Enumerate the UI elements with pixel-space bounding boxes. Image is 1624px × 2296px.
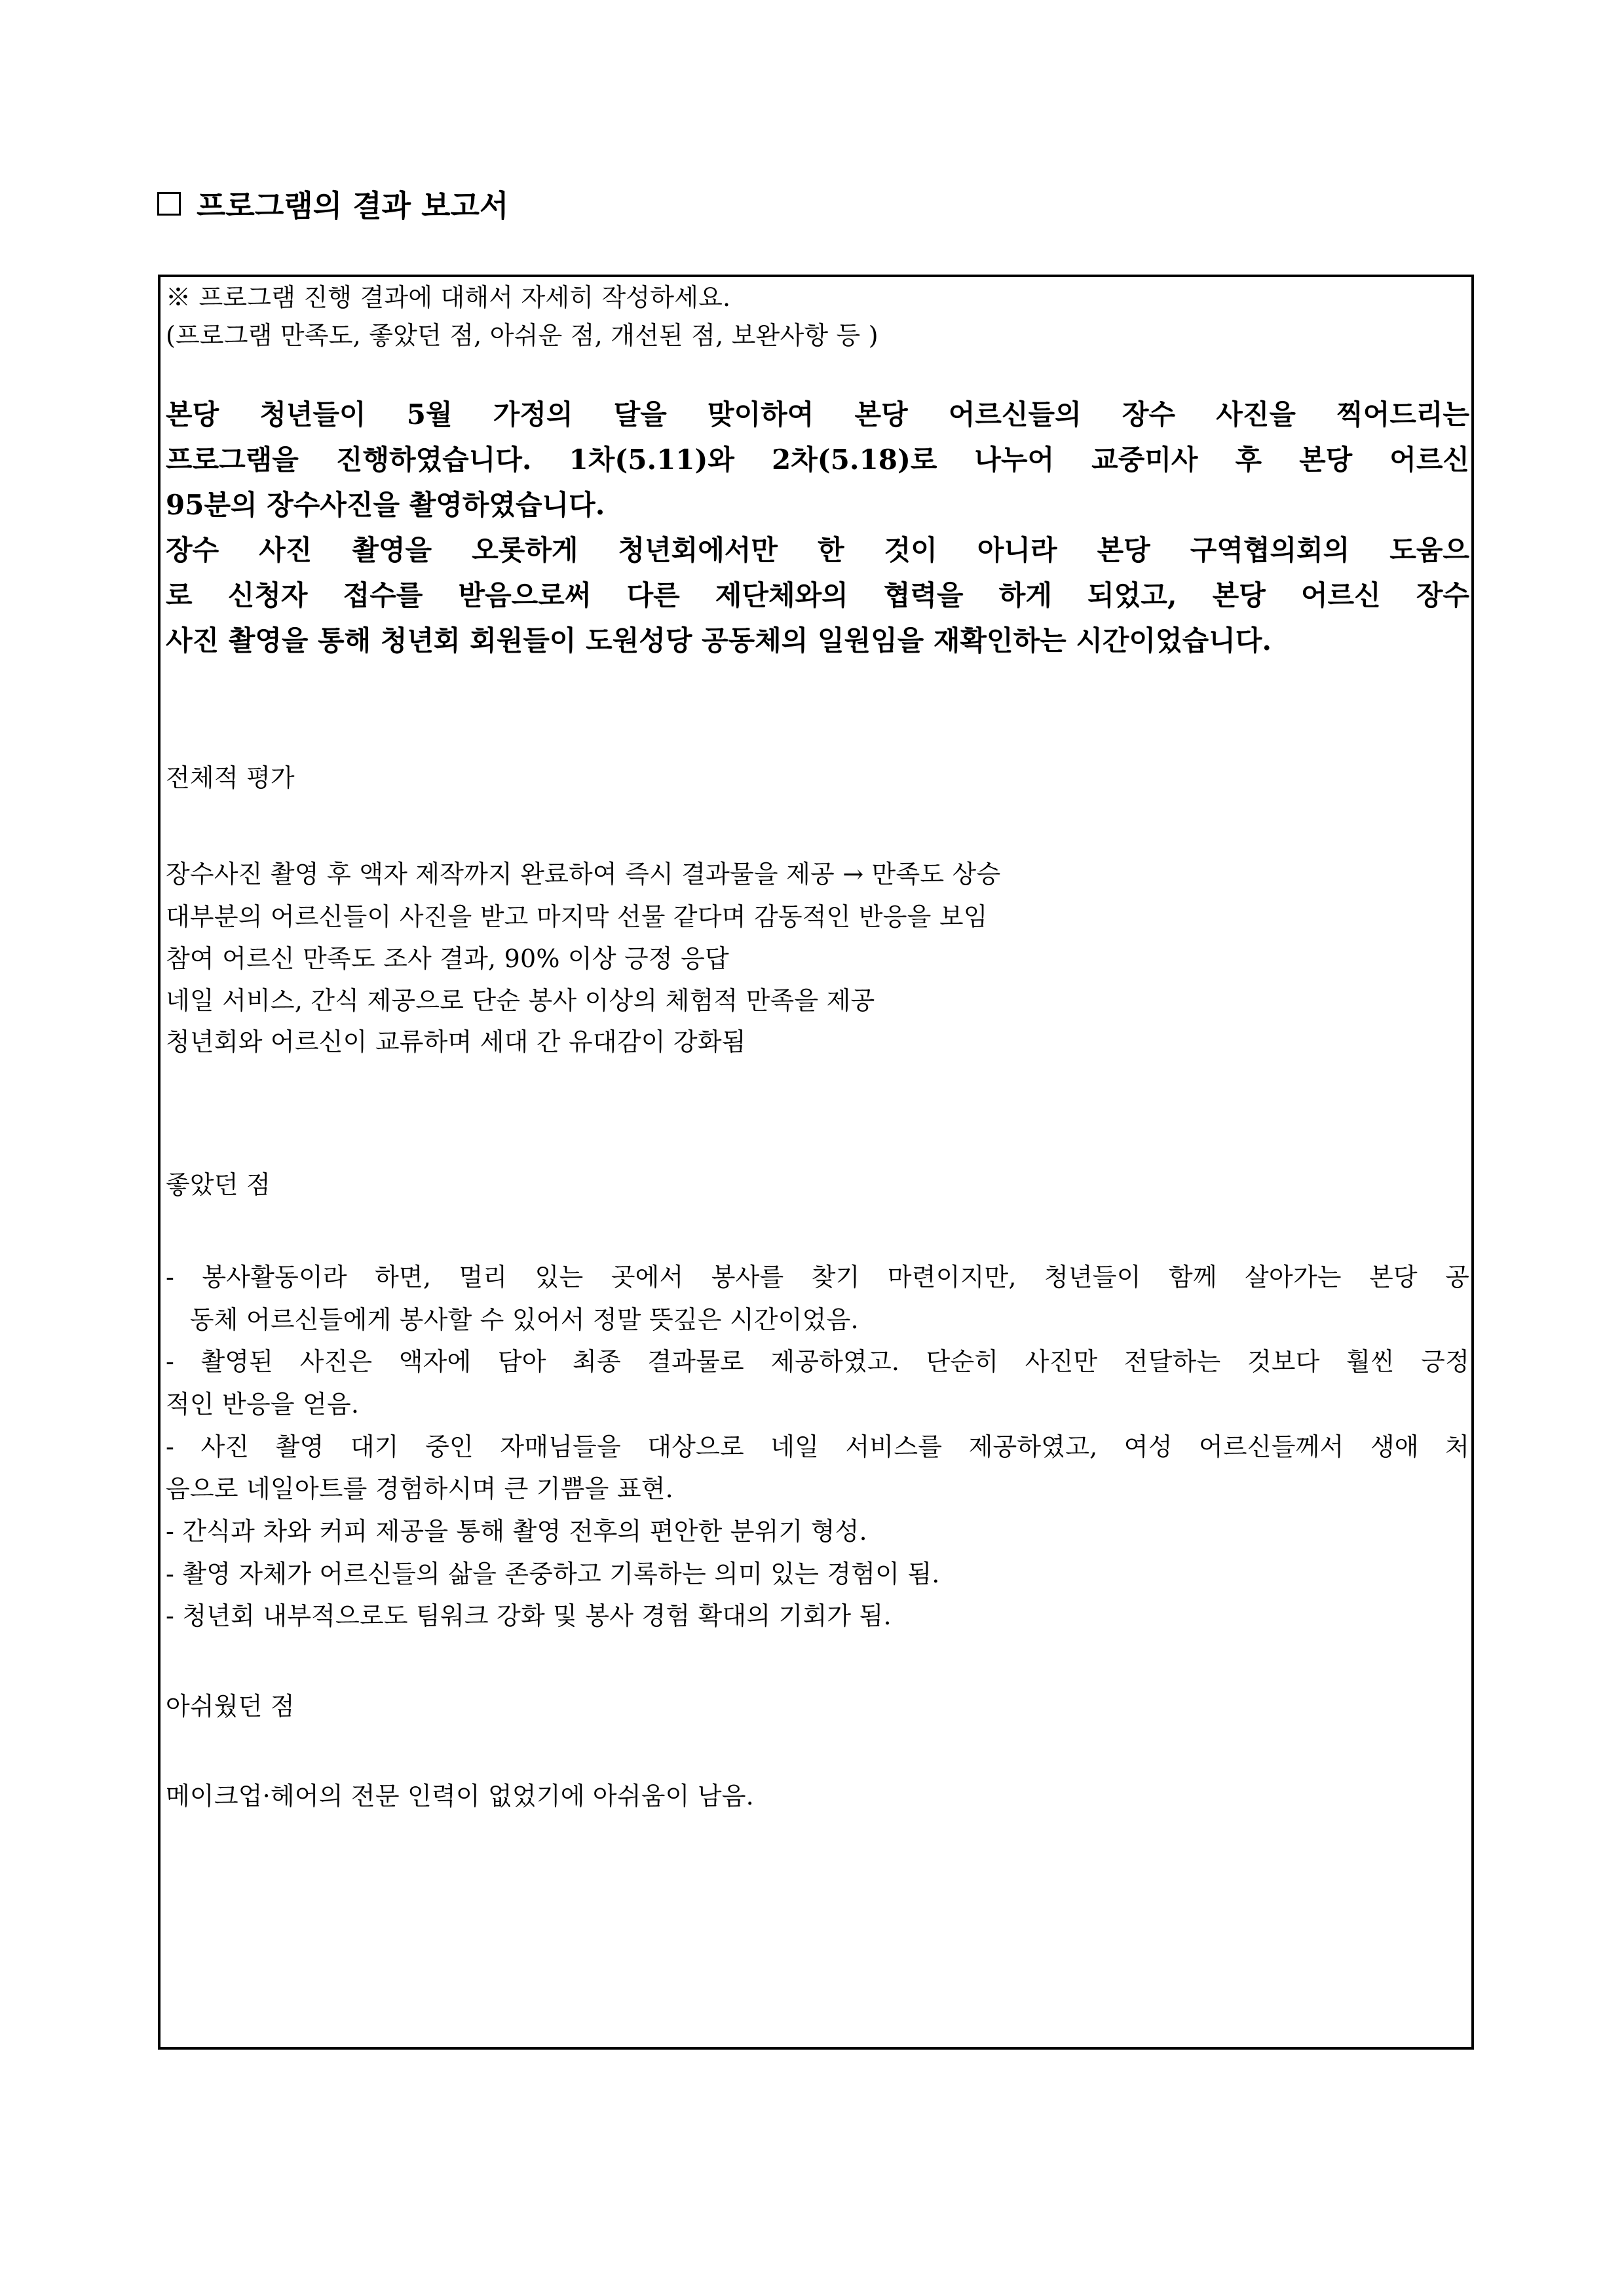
report-title: 프로그램의 결과 보고서	[197, 188, 509, 223]
overall-item: 청년회와 어르신이 교류하며 세대 간 유대감이 강화됨	[166, 1027, 746, 1056]
summary-line: 95분의 장수사진을 촬영하였습니다.	[166, 489, 605, 521]
good-point-line: - 간식과 차와 커피 제공을 통해 촬영 전후의 편안한 분위기 형성.	[166, 1517, 867, 1546]
section-title-overall: 전체적 평가	[166, 763, 295, 792]
summary-line: 사진 촬영을 통해 청년회 회원들이 도원성당 공동체의 일원임을 재확인하는 시간이었습니다.	[166, 624, 1272, 657]
overall-item: 참여 어르신 만족도 조사 결과, 90% 이상 긍정 응답	[166, 944, 729, 973]
good-point-line: - 사진 촬영 대기 중인 자매님들을 대상으로 네일 서비스를 제공하였고, 여성 어르신들께서 생애 처	[166, 1432, 1469, 1461]
good-point-line: 적인 반응을 얻음.	[166, 1390, 360, 1419]
good-point-line: - 청년회 내부적으로도 팀워크 강화 및 봉사 경험 확대의 기회가 됨.	[166, 1601, 892, 1630]
good-point-line: - 봉사활동이라 하면, 멀리 있는 곳에서 봉사를 찾기 마련이지만, 청년들이 함께 살아가는 본당 공	[166, 1263, 1469, 1292]
overall-item: 장수사진 촬영 후 액자 제작까지 완료하여 즉시 결과물을 제공 → 만족도 상승	[166, 860, 1001, 889]
summary-line: 프로그램을 진행하였습니다. 1차(5.11)와 2차(5.18)로 나누어 교중미사 후 본당 어르신	[166, 444, 1469, 476]
good-point-line: - 촬영 자체가 어르신들의 삶을 존중하고 기록하는 의미 있는 경험이 됨.	[166, 1559, 940, 1588]
instruction-line: (프로그램 만족도, 좋았던 점, 아쉬운 점, 개선된 점, 보완사항 등 )	[166, 321, 878, 350]
overall-item: 네일 서비스, 간식 제공으로 단순 봉사 이상의 체험적 만족을 제공	[166, 986, 875, 1015]
good-point-line: 음으로 네일아트를 경험하시며 큰 기쁨을 표현.	[166, 1474, 673, 1503]
summary-line: 로 신청자 접수를 받음으로써 다른 제단체와의 협력을 하게 되었고, 본당 어르신 장수	[166, 579, 1469, 611]
summary-line: 장수 사진 촬영을 오롯하게 청년회에서만 한 것이 아니라 본당 구역협의회의 도움으	[166, 534, 1469, 566]
section-title-good: 좋았던 점	[166, 1170, 271, 1199]
report-heading	[157, 182, 508, 225]
checkbox-icon	[157, 192, 181, 216]
summary-line: 본당 청년들이 5월 가정의 달을 맞이하여 본당 어르신들의 장수 사진을 찍어드리는	[166, 398, 1469, 430]
section-title-regret: 아쉬웠던 점	[166, 1692, 295, 1721]
good-point-line: 동체 어르신들에게 봉사할 수 있어서 정말 뜻깊은 시간이었음.	[166, 1305, 859, 1334]
overall-item: 대부분의 어르신들이 사진을 받고 마지막 선물 같다며 감동적인 반응을 보임	[166, 902, 988, 931]
report-content-box	[158, 275, 1474, 2050]
instruction-line: ※ 프로그램 진행 결과에 대해서 자세히 작성하세요.	[166, 283, 731, 312]
good-point-line: - 촬영된 사진은 액자에 담아 최종 결과물로 제공하였고. 단순히 사진만 전달하는 것보다 훨씬 긍정	[166, 1347, 1469, 1376]
regret-text: 메이크업·헤어의 전문 인력이 없었기에 아쉬움이 남음.	[166, 1782, 754, 1810]
